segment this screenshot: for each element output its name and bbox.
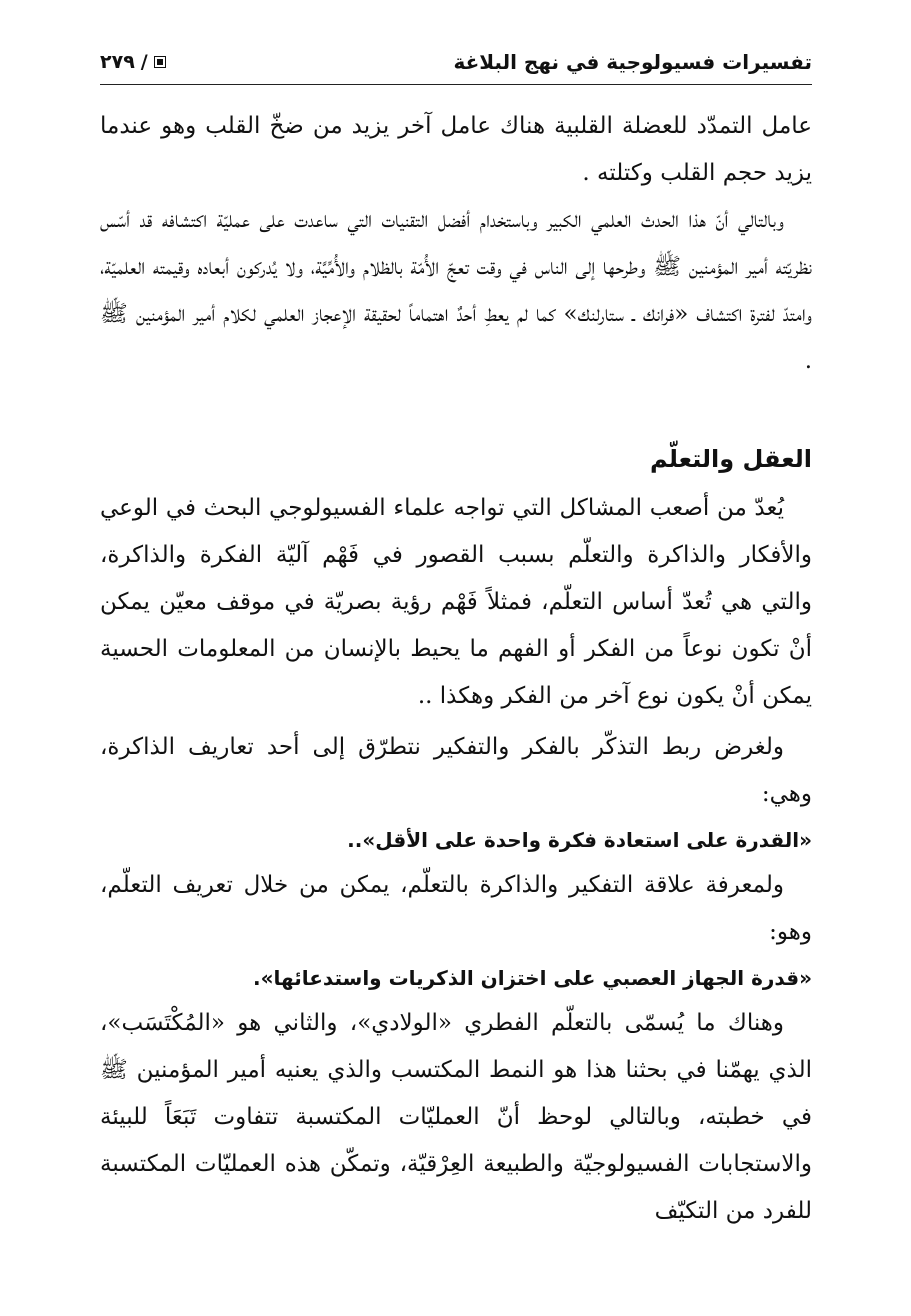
page-body	[100, 103, 812, 1235]
page-number: ٢٧٩	[100, 51, 135, 73]
running-title: تفسيرات فسيولوجية في نهج البلاغة	[453, 50, 812, 74]
paragraph-continuation: عامل التمدّد للعضلة القلبية هناك عامل آخر يزيد من ضخّ القلب وهو عندما يزيد حجم القلب وكتلته .	[100, 113, 812, 186]
paragraph-learning: ولمعرفة علاقة التفكير والذاكرة بالتعلّم، يمكن من خلال تعريف التعلّم، وهو:	[100, 872, 812, 945]
page-number-group	[100, 51, 166, 73]
page-header	[100, 40, 812, 85]
section-heading: العقل والتعلّم	[650, 445, 812, 473]
paragraph-learning-types: وهناك ما يُسمّى بالتعلّم الفطري «الولادي»، والثاني هو «المُكْتَسَب»، الذي يهمّنا في بحثنا هذا هو النمط المكتسب والذي يعنيه أمير المؤمنين ﷺ في خطبته، وبالتالي لوحظ أنّ العمليّات المكتسبة تتفاوت تَبَعَاً للبيئة والاستجابات الفسيولوجيّة والطبيعة العِرْقيّة، وتمكّن هذه العمليّات المكتسبة للفرد من التكيّف	[100, 1010, 812, 1224]
quote-memory-definition: «القدرة على استعادة فكرة واحدة على الأقل»..	[347, 828, 812, 852]
paragraph-intro: يُعدّ من أصعب المشاكل التي تواجه علماء الفسيولوجي البحث في الوعي والأفكار والذاكرة والتعلّم بسبب القصور في فَهْم آليّة الفكرة والذاكرة، والتي هي تُعدّ أساس التعلّم، فمثلاً فَهْم رؤية بصريّة في موقف معيّن يمكن أنْ تكون نوعاً من الفكر أو الفهم ما يحيط بالإنسان من المعلومات الحسية يمكن أنْ يكون نوع آخر من الفكر وهكذا ..	[100, 495, 812, 709]
paragraph-conclusion: وبالتالي أنّ هذا الحدث العلمي الكبير وباستخدام أفضل التقنيات التي ساعدت على عمليّة اكتشافه قد أسّس نظريّته أمير المؤمنين ﷺ وطرحها إلى الناس في وقت تعجّ الأُمّة بالظلام والأُمِّيَّة، ولا يُدركون أبعاده وقيمته العلميّة، وامتدّ لفترة اكتشاف «فرانك ـ ستارلنك» كما لم يعطِ أحدٌ اهتماماً لحقيقة الإعجاز العلمي لكلام أمير المؤمنين ﷺ .	[100, 207, 812, 374]
quote-learning-definition: «قدرة الجهاز العصبي على اختزان الذكريات واستدعائها».	[253, 966, 812, 990]
square-bullet-icon	[154, 56, 166, 68]
paragraph-memory: ولغرض ربط التذكّر بالفكر والتفكير نتطرّق إلى أحد تعاريف الذاكرة، وهي:	[100, 734, 812, 807]
page-number-separator: /	[140, 51, 148, 73]
book-page	[100, 40, 812, 1235]
